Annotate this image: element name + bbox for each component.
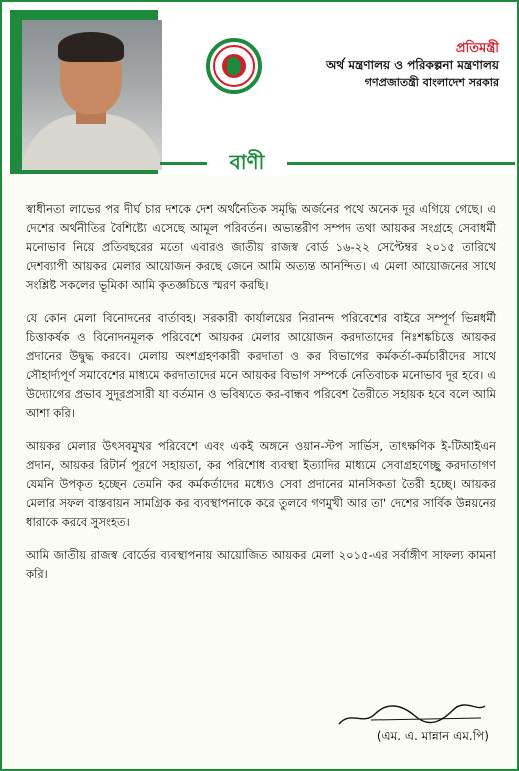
government-name: গণপ্রজাতন্ত্রী বাংলাদেশ সরকার (364, 76, 499, 89)
title-block (259, 40, 499, 91)
paragraph-2: যে কোন মেলা বিনোদনের বার্তাবহ। সরকারী কার্যালয়ের নিরানন্দ পরিবেশের বাইরে সম্পূর্ণ ভিন্নধর্মী চিত্তাকর্ষক ও বিনোদনমূলক পরিবেশে আয়কর মেলার আয়োজন করদাতাদের নিঃশঙ্কচিত্তে আয়কর প্রদানের উদ্বুদ্ধ করবে। মেলায় অংশগ্রহণকারী করদাতা ও কর বিভাগের কর্মকর্তা-কর্মচারীদের সাথে সৌহার্দ্যপূর্ণ সমাবেশের মাধ্যমে করদাতাদের মনে আয়কর বিভাগ সম্পর্কে নেতিবাচক মনোভাব দূর হবে। এ উদ্যোগের প্রভাব সুদূরপ্রসারী যা বর্তমান ও ভবিষ্যতে কর-বান্ধব পরিবেশ তৈরীতে সহায়ক হবে বলে আমি আশা করি। (26, 311, 496, 420)
seal-map (227, 57, 241, 75)
portrait-photo (22, 20, 162, 170)
government-seal-icon (206, 38, 262, 94)
message-heading: বাণী (207, 148, 287, 176)
signature-icon (331, 700, 491, 730)
portrait-hair (58, 32, 124, 62)
paragraph-3: আয়কর মেলার উৎসবমুখর পরিবেশে এবং একই অঙ্গনে ওয়ান-স্টপ সার্ভিস, তাৎক্ষণিক ই-টিআইএন প্রদান, আয়কর রিটার্ন পূরণে সহায়তা, কর পরিশোধ ব্যবস্থা ইত্যাদির মাধ্যমে সেবাগ্রহণেচ্ছু করদাতাগণ যেমনি উপকৃত হচ্ছেন তেমনি কর কর্মকর্তাদের মধ্যেও সেবা প্রদানের মানসিকতা তৈরী হচ্ছে। আয়কর মেলার সফল বাস্তবায়ন সামগ্রিক কর ব্যবস্থাপনাকে করে তুলবে গণমুখী আর তা' দেশের সার্বিক উন্নয়নের ধারাকে করবে সুসংহত। (26, 439, 496, 529)
paragraph-4: আমি জাতীয় রাজস্ব বোর্ডের ব্যবস্থাপনায় আয়োজিত আয়কর মেলা ২০১৫-এর সর্বাঙ্গীণ সাফল্য কামনা করি। (26, 548, 496, 581)
ministry-name: অর্থ মন্ত্রণালয় ও পরিকল্পনা মন্ত্রণালয় (326, 58, 499, 72)
signatory-name: (এম. এ. মান্নান এম.পি) (376, 729, 489, 743)
message-body (26, 200, 496, 598)
paragraph-1: স্বাধীনতা লাভের পর দীর্ঘ চার দশকে দেশ অর্থনৈতিক সমৃদ্ধি অর্জনের পথে অনেক দূর এগিয়ে গেছে। এ দেশের অর্থনীতির বৈশিষ্ট্যে এসেছে আমূল পরিবর্তন। অভ্যন্তরীণ সম্পদ তথা আয়কর সংগ্রহে সেবাধর্মী মনোভাব নিয়ে প্রতিবছরের মতো এবারও জাতীয় রাজস্ব বোর্ড ১৬-২২ সেপ্টেম্বর ২০১৫ তারিখে দেশব্যাপী আয়কর মেলার আয়োজন করছে জেনে আমি অত্যন্ত আনন্দিত। এ মেলা আয়োজনের সাথে সংশ্লিষ্ট সকলের ভূমিকা আমি কৃতজ্ঞচিত্তে স্মরণ করছি। (26, 202, 496, 292)
heading-bar (2, 150, 517, 176)
designation: প্রতিমন্ত্রী (455, 41, 499, 56)
